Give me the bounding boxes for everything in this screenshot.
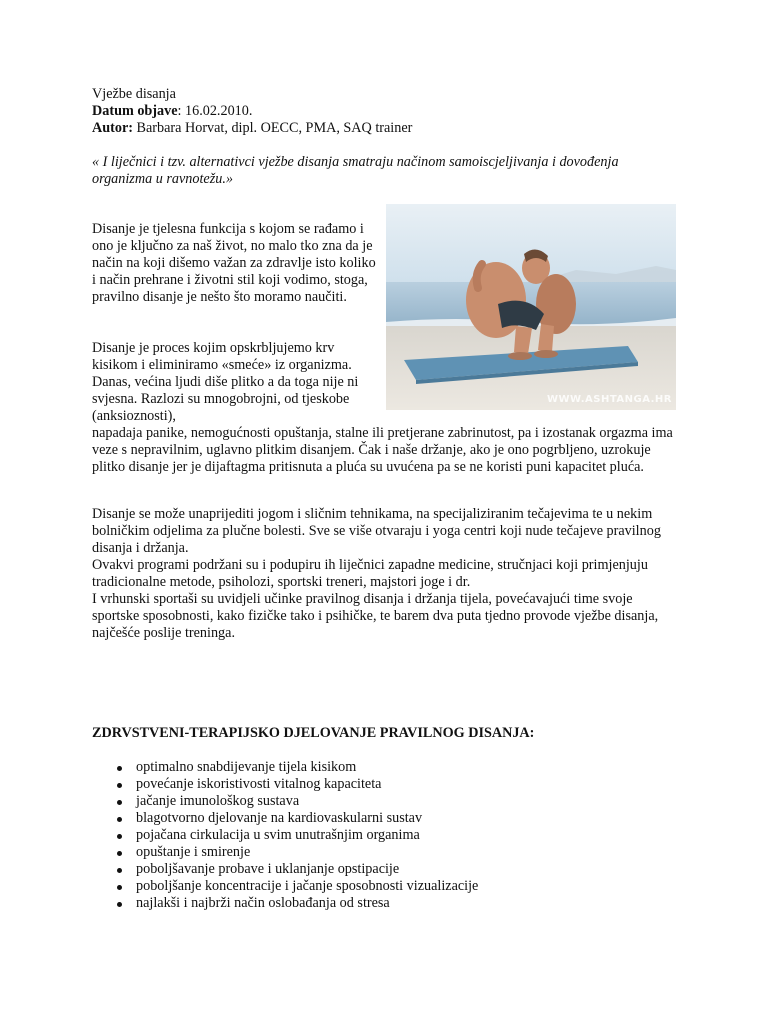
paragraph-breathing-process-lead: Disanje je proces kojim opskrbljujemo krv kisikom i eliminiramo «smeće» iz organizma. Danas, većina ljudi diše plitko a da toga nije ni svjesna. Razlozi su mnogobrojni, od tjeskobe (anksioznosti), <box>92 340 359 424</box>
paragraph-breathing-process-rest: napadaja panike, nemogućnosti opuštanja, stalne ili pretjerane zabrinutost, pa i izostanak orgazma ima veze s nepravilnim, uglavno plitkim disanjem. Čak i naše držanje, ako je ono pogrbljeno, uzrokuje plitko disanje jer je dijaftagma pritisnuta a pluća su uvućena pa se ne koristi puni kapacitet pluća. <box>92 425 673 475</box>
paragraph-improvement <box>92 506 682 642</box>
list-item: najlakši i najbrži način oslobađanja od stresa <box>92 895 478 912</box>
photo-watermark: WWW.ASHTANGA.HR <box>546 394 672 405</box>
paragraph-athletes: I vrhunski sportaši su uvidjeli učinke pravilnog disanja i držanja tijela, povećavajući time svoje sportske sposobnosti, kako fizičke tako i psihičke, te barem dva puta tjedno provode vježbe disanja, najčešće poslije treninga. <box>92 591 659 641</box>
author-value: Barbara Horvat, dipl. OECC, PMA, SAQ trainer <box>132 120 413 136</box>
list-item: povećanje iskoristivosti vitalnog kapaciteta <box>92 776 478 793</box>
author-line <box>92 120 412 137</box>
benefits-list <box>92 759 478 912</box>
author-label: Autor: <box>92 120 133 136</box>
date-value: : 16.02.2010. <box>177 103 253 119</box>
paragraph-yoga-courses: Disanje se može unaprijediti jogom i sličnim tehnikama, na specijaliziranim tečajevima te u nekim bolničkim odjelima za plučne bolesti. Sve se više otvaraju i yoga centri koji nude tečajeve pravilnog disanja i držanja. <box>92 506 661 556</box>
list-item: optimalno snabdijevanje tijela kisikom <box>92 759 478 776</box>
list-item: poboljšavanje probave i uklanjanje opstipacije <box>92 861 478 878</box>
paragraph-programs-support: Ovakvi programi podržani su i podupiru ih liječnici zapadne medicine, stručnjaci koji primjenjuju tradicionalne metode, psiholozi, sportski treneri, majstori joge i dr. <box>92 557 648 590</box>
publish-date <box>92 103 412 120</box>
article-title: Vježbe disanja <box>92 86 176 102</box>
paragraph-breathing-process <box>92 340 682 476</box>
list-item: pojačana cirkulacija u svim unutrašnjim organima <box>92 827 478 844</box>
intro-quote: « I liječnici i tzv. alternativci vježbe disanja smatraju načinom samoiscjeljivanja i dovođenja organizma u ravnotežu.» <box>92 154 619 187</box>
article-meta <box>92 86 412 137</box>
list-item: poboljšanje koncentracije i jačanje sposobnosti vizualizacije <box>92 878 478 895</box>
benefits-heading: ZDRVSTVENI-TERAPIJSKO DJELOVANJE PRAVILNOG DISANJA: <box>92 725 535 741</box>
list-item: opuštanje i smirenje <box>92 844 478 861</box>
list-item: blagotvorno djelovanje na kardiovaskularni sustav <box>92 810 478 827</box>
paragraph-intro: Disanje je tjelesna funkcija s kojom se rađamo i ono je ključno za naš život, no malo tko zna da je način na koji dišemo važan za zdravlje isto koliko i način prehrane i životni stil koji vodimo, stoga, pravilno disanje je nešto što moramo naučiti. <box>92 221 376 305</box>
list-item: jačanje imunološkog sustava <box>92 793 478 810</box>
date-label: Datum objave <box>92 103 178 119</box>
